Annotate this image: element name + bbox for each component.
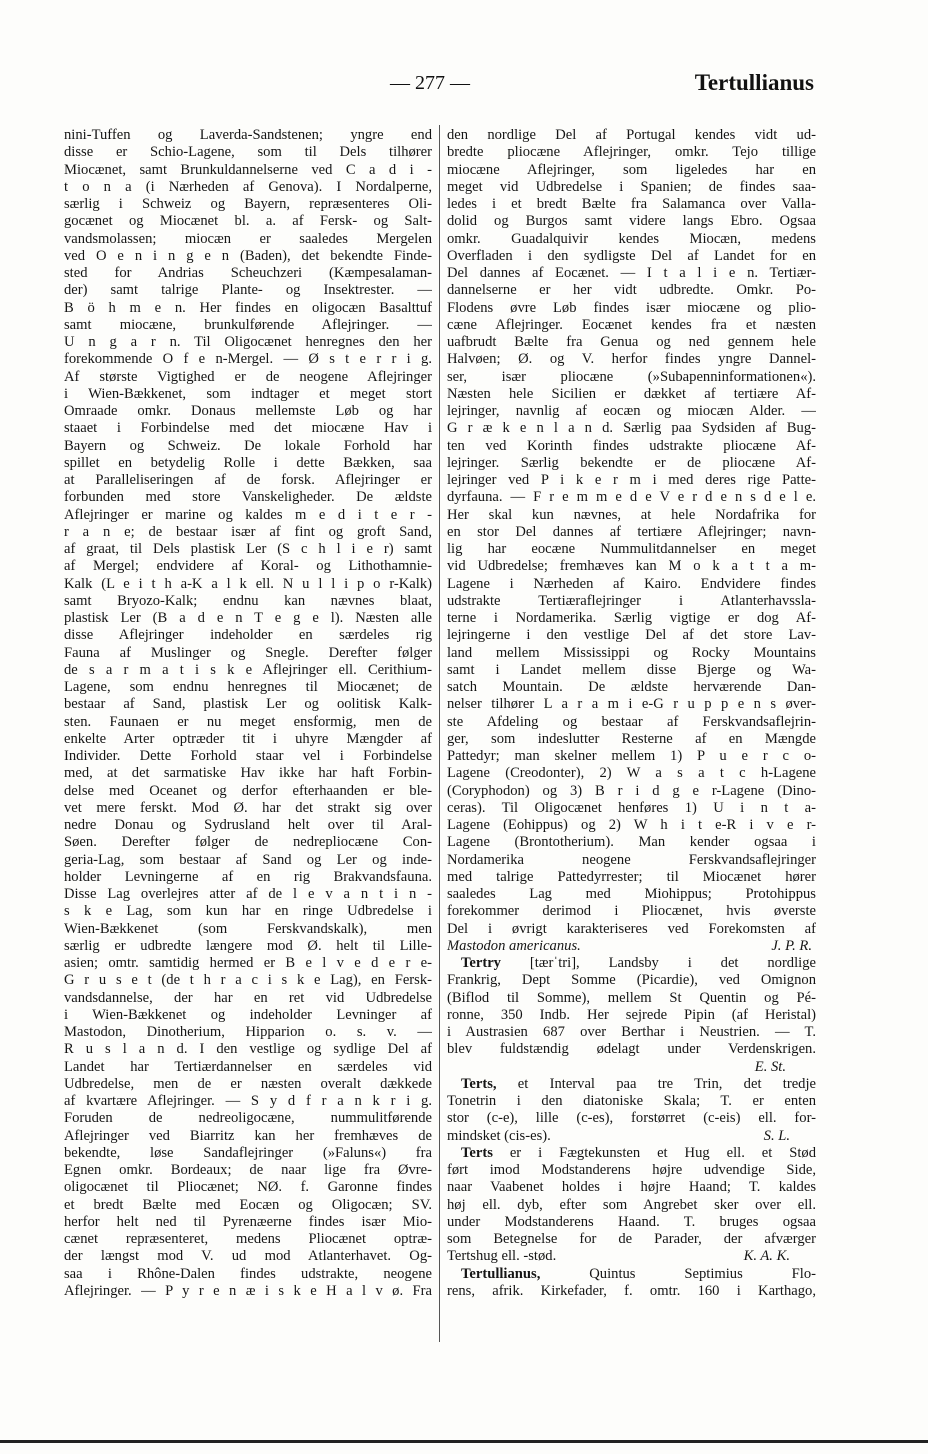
text-line: Individer. Dette Forhold staar vel i Forbindelse	[64, 748, 432, 764]
author-signature: J. P. R.	[771, 937, 812, 954]
text-line: vandsmolassen; miocæn er saaledes Mergelen	[64, 230, 432, 247]
text-line: Pattedyr; man skelner mellem 1) P u e r c o-	[447, 748, 816, 764]
text-line: Nordamerika neogene Ferskvandsaflejringer	[447, 851, 816, 868]
text-line: Tonetrin i den diatoniske Skala; T. er enten	[447, 1093, 816, 1109]
text-line: som Betegnelse for de Parader, der afværger	[447, 1231, 816, 1247]
text-line: dolid og Burgos samt videre langs Ebro. Ogsaa	[447, 213, 816, 230]
column-divider	[439, 125, 440, 1342]
text-line: Aflejringer ved Biarritz kan her fremhæves de	[64, 1127, 432, 1144]
entry-terts-fencing	[447, 1145, 816, 1249]
text-line: Flodens øvre Løb findes især miocæne og plio-	[447, 299, 816, 316]
text-line: vet mere ferskt. Mod Ø. har det strakt sig over	[64, 799, 432, 816]
text-line: enkelte Arter optræder tit i uhyre Mængder af	[64, 730, 432, 747]
text-line: blev fuldstændig ødelagt under Verdenskrigen.	[447, 1041, 816, 1058]
right-column	[447, 127, 816, 1300]
text-line: forekommer derimod i Pliocænet, hvis øverste	[447, 903, 816, 920]
text-line: bestaar af Sand, plastisk Ler og oolitisk Kalk-	[64, 696, 432, 713]
text-line: Frankrig, Dept Somme (Picardie), ved Omignon	[447, 972, 816, 989]
text-line: særlig i Schweiz og Bayern, repræsenteres Oli-	[64, 196, 432, 212]
page-number: — 277 —	[390, 72, 470, 94]
text-line: Tertullianus, Quintus Septimius Flo-	[461, 1265, 816, 1282]
text-line: Søen. Derefter følger de nedrepliocæne Con-	[64, 834, 432, 851]
text-line: af kvartære Aflejringer. — S y d f r a n k r i g.	[64, 1093, 432, 1109]
text-line: i Wien-Bækkenet og indeholder Levninger af	[64, 1006, 432, 1023]
signature-line	[447, 1128, 816, 1145]
text-line: s k e Lag, som kun har en ringe Udbredelse i	[64, 903, 432, 920]
text-line: Bayern og Schweiz. De lokale Forhold har	[64, 437, 432, 454]
author-signature: S. L.	[763, 1127, 790, 1144]
text-line: vandsdannelse, der har en ret vid Udbredelse	[64, 989, 432, 1006]
text-line: nelser tilhører L a r a m i e-G r u p p e n s øver-	[447, 696, 816, 713]
text-line: lig har eocæne Nummulitdannelser en meget	[447, 541, 816, 557]
text-line: nedre Donau og Sydrusland helt over til Aral-	[64, 817, 432, 833]
text-line: saa i Rhône-Dalen findes udstrakte, neogene	[64, 1265, 432, 1282]
text-line: ger, som indeslutter Resterne af en Mængde	[447, 730, 816, 747]
text-line: spillet en betydelig Rolle i dette Bækken, saa	[64, 454, 432, 471]
text-line: med talrige Pattedyrrester; til Miocænet hører	[447, 868, 816, 885]
text-line: ved O e n i n g e n (Baden), det bekendte Finde-	[64, 247, 432, 264]
text-line: af Mergel; endvidere af Koral- og Lithothamnie-	[64, 558, 432, 575]
text-line: udstrakte Tertiæraflejringer i Atlanterhavssla-	[447, 592, 816, 609]
text-line: der længst mod V. ud mod Atlanterhavet. Og-	[64, 1248, 432, 1265]
text-line: Lagene (Eohippus) og 2) W h i t e-R i v e r-	[447, 817, 816, 833]
text-line: terne i Nordamerika. Særlig vigtige er dog Af-	[447, 610, 816, 626]
text-line: ser, især pliocæne (»Subapenninformationen«).	[447, 368, 816, 385]
text-line: omkr. Guadalquivir kendes Miocæn, medens	[447, 230, 816, 247]
text-line: Mastodon, Dinotherium, Hipparion o. s. v. —	[64, 1024, 432, 1040]
signature-line-text: Mastodon americanus.	[447, 937, 581, 954]
text-line: dannelserne er her vidt udbredte. Omkr. Po-	[447, 282, 816, 299]
text-line: meget vid Udbredelse i Spanien; de findes saa-	[447, 178, 816, 195]
text-line: samt i Landet mellem disse Bjerge og Wa-	[447, 661, 816, 678]
text-line: Disse Lag overlejres atter af de l e v a n t i n -	[64, 886, 432, 902]
text-line: B ö h m e n. Her findes en oligocæn Basalttuf	[64, 299, 432, 316]
text-line: ten ved Korinth findes udstrakte pliocæne Af-	[447, 437, 816, 454]
text-line: G r æ k e n l a n d. Særlig paa Sydsiden af Bug-	[447, 420, 816, 437]
text-line: Her skal kun nævnes, at hele Nordafrika for	[447, 506, 816, 523]
text-line: ledes i et bredt Bælte fra Salamanca over Valla-	[447, 196, 816, 212]
signature-line-text: Tertshug ell. -stød.	[447, 1248, 557, 1265]
text-line: holder Levningerne af en rig Brakvandsfauna.	[64, 868, 432, 885]
text-line: miocæne Aflejringer, som ligeledes har en	[447, 161, 816, 178]
text-line: r a n e; de bestaar især af fint og groft Sand,	[64, 523, 432, 540]
text-line: Lagene (Creodonter), 2) W a s a t c h-Lagene	[447, 765, 816, 782]
text-line: i Wien-Bækkenet, som indtager et meget stort	[64, 385, 432, 402]
text-line: samt miocæne, brunkulførende Aflejringer. —	[64, 316, 432, 333]
text-line: Aflejringer. — P y r e n æ i s k e H a l v ø. Fra	[64, 1282, 432, 1299]
text-line: vid Udbredelse; fremhæves kan M o k a t t a m-	[447, 558, 816, 575]
text-line: bredte pliocæne Aflejringer, omkr. Tejo tillige	[447, 144, 816, 161]
scan-edge	[0, 1440, 928, 1443]
text-line: disse Aflejringer indeholder en særdeles rig	[64, 627, 432, 644]
text-line: (Biflod til Somme), mellem St Quentin og Pé-	[447, 989, 816, 1006]
entry-tertullianus	[447, 1266, 816, 1301]
text-line: Næsten hele Sicilien er dækket af tertiære Af-	[447, 385, 816, 402]
text-line: Terts, et Interval paa tre Trin, det tredje	[461, 1075, 816, 1092]
text-line: land mellem Mississippi og Rocky Mountains	[447, 644, 816, 661]
text-line: cænet repræsenteret, medens Pliocænet optræ-	[64, 1231, 432, 1247]
text-line: Wien-Bækkenet (som Ferskvandskalk), men	[64, 920, 432, 937]
text-line: Foruden de nedreoligocæne, nummulitførende	[64, 1110, 432, 1127]
text-line: sted for Andrias Scheuchzeri (Kæmpesalaman-	[64, 265, 432, 281]
text-line: (Coryphodon) og 3) B r i d g e r-Lagene (Dino-	[447, 782, 816, 799]
text-line: lejringerne i den vestlige Del af det store Lav-	[447, 627, 816, 644]
text-line: satch Mountain. De ældste herværende Dan-	[447, 679, 816, 695]
signature-line	[447, 1059, 816, 1076]
text-line: Aflejringer er marine og kaldes m e d i t e r -	[64, 506, 432, 523]
text-line: lejringer. Særlig bekendte er de pliocæne Af-	[447, 454, 816, 471]
text-line: U n g a r n. Til Oligocænet henregnes den her	[64, 334, 432, 350]
text-line: Overfladen i den sydligste Del af Landet for en	[447, 247, 816, 264]
text-line: Af største Vigtighed er de neogene Aflejringer	[64, 368, 432, 385]
text-line: den nordlige Del af Portugal kendes vidt ud-	[447, 127, 816, 143]
text-line: Omraade omkr. Donaus mellemste Løb og har	[64, 403, 432, 419]
text-line: Halvøen; Ø. og V. herfor findes yngre Dannel-	[447, 351, 816, 368]
text-line: geria-Lag, som bestaar af Sand og Ler og inde-	[64, 851, 432, 868]
text-line: plastisk Ler (B a d e n T e g e l). Næsten alle	[64, 610, 432, 626]
text-line: Egnen omkr. Bordeaux; de naar lige fra Øvre-	[64, 1162, 432, 1178]
signature-line-text: mindsket (cis-es).	[447, 1127, 551, 1144]
author-signature: E. St.	[754, 1058, 786, 1075]
text-line: et bredt Bælte med Eocæn og Oligocæn; SV.	[64, 1196, 432, 1213]
entry-tertry	[447, 955, 816, 1059]
text-line: i Austrasien 687 over Berthar i Neustrien. — T.	[447, 1024, 816, 1040]
right-column-continuation	[447, 127, 816, 938]
text-line: en stor Del dannes af tertiære Aflejringer; navn-	[447, 523, 816, 540]
text-line: samt Bryozo-Kalk; endnu kan nævnes blaat,	[64, 592, 432, 609]
text-line: at Paralleliseringen af de forsk. Aflejringer er	[64, 472, 432, 488]
text-line: Fauna af Muslinger og Snegle. Derefter følger	[64, 644, 432, 661]
text-line: uafbrudt Bælte fra Genua og ned gennem hele	[447, 334, 816, 350]
text-line: Del i øvrigt karakteriseres ved Forekomsten af	[447, 920, 816, 937]
text-line: Terts er i Fægtekunsten et Hug ell. et Stød	[461, 1144, 816, 1161]
text-line: med, at det sarmatiske Hav ikke har haft Forbin-	[64, 765, 432, 782]
left-column	[64, 127, 432, 1300]
text-line: Udbredelse, men de er næsten overalt dækkede	[64, 1075, 432, 1092]
text-line: G r u s e t (de t h r a c i s k e Lag), en Fersk-	[64, 972, 432, 989]
text-line: lejringer, navnlig af eocæn og miocæn Alder. —	[447, 403, 816, 419]
text-line: Miocænet, samt Brunkuldannelserne ved C a d i -	[64, 161, 432, 178]
text-line: dyrfauna. — F r e m m e d e V e r d e n s d e l e.	[447, 489, 816, 506]
text-line: af graat, til Dels plastisk Ler (S c h l i e r) samt	[64, 541, 432, 557]
page-header	[0, 70, 928, 104]
text-line: ste Afdeling og bestaar af Ferskvandsaflejrin-	[447, 713, 816, 730]
text-line: ført imod Modstanderens højre udvendige Side,	[447, 1162, 816, 1178]
text-line: høj ell. dyb, efter som Angrebet sker over ell.	[447, 1196, 816, 1213]
text-line: Lagene (Brontotherium). Man kender ogsaa i	[447, 834, 816, 851]
text-line: staaet i Forbindelse med det miocæne Hav i	[64, 420, 432, 437]
text-line: gocænet og Miocænet bl. a. af Fersk- og Salt-	[64, 213, 432, 230]
text-line: saaledes Lag med Miohippus; Protohippus	[447, 886, 816, 902]
text-line: herfor helt ned til Pyrenæerne findes især Mio-	[64, 1213, 432, 1230]
text-line: særlig er udbredte længere mod Ø. helt til Lille-	[64, 937, 432, 954]
author-signature: K. A. K.	[743, 1248, 790, 1265]
text-line: sten. Faunaen er nu meget ensformig, men de	[64, 713, 432, 730]
text-line: t o n a (i Nærheden af Genova). I Nordalperne,	[64, 178, 432, 195]
text-line: lejringer ved P i k e r m i med deres rige Patte-	[447, 472, 816, 488]
text-line: delse med Oceanet og derfor efterhaanden er ble-	[64, 782, 432, 799]
text-line: ronne, 350 Indb. Her sejrede Pipin (af Heristal)	[447, 1006, 816, 1023]
text-line: naar Vaabenet holdes i højre Haand; T. kaldes	[447, 1179, 816, 1196]
text-line: R u s l a n d. I den vestlige og sydlige Del af	[64, 1041, 432, 1058]
text-line: disse er Schio-Lagene, som til Dels tilhører	[64, 144, 432, 161]
text-line: forekommende O f e n-Mergel. — Ø s t e r r i g.	[64, 351, 432, 368]
text-line: Landet har Tertiærdannelser en særdeles vid	[64, 1058, 432, 1075]
text-line: der) samt talrige Plante- og Insektrester. —	[64, 282, 432, 299]
text-line: rens, afrik. Kirkefader, f. omtr. 160 i Karthago,	[447, 1282, 816, 1299]
text-line: de s a r m a t i s k e Aflejringer ell. Cerithium-	[64, 661, 432, 678]
entry-terts-music	[447, 1076, 816, 1128]
text-line: cæne Aflejringer. Eocænet kendes fra et næsten	[447, 316, 816, 333]
text-line: Lagene i Nærheden af Kairo. Endvidere findes	[447, 575, 816, 592]
text-line: Del dannes af Eocænet. — I t a l i e n. Tertiær-	[447, 265, 816, 281]
text-line: under Modstanderens Haand. T. bruges ogsaa	[447, 1213, 816, 1230]
signature-line	[447, 1248, 816, 1265]
text-line: nini-Tuffen og Laverda-Sandstenen; yngre end	[64, 127, 432, 143]
text-line: stor (c-e), lille (c-es), forstørret (c-eis) ell. for-	[447, 1110, 816, 1127]
text-line: ceras). Til Oligocænet henføres 1) U i n t a-	[447, 799, 816, 816]
text-line: oligocænet til Pliocænet; NØ. f. Garonne findes	[64, 1179, 432, 1196]
text-line: Lagene, som endnu henregnes til Miocænet; de	[64, 679, 432, 695]
signature-line	[447, 938, 816, 955]
text-line: asien; omtr. samtidig hermed er B e l v e d e r e-	[64, 955, 432, 971]
running-head: Tertullianus	[694, 70, 814, 95]
text-line: Tertry [tærˈtri], Landsby i det nordlige	[461, 955, 816, 971]
text-line: bekendte, løse Sandaflejringer (»Faluns«) fra	[64, 1144, 432, 1161]
text-line: forbunden med store Vanskeligheder. De ældste	[64, 489, 432, 506]
text-line: Kalk (L e i t h a-K a l k ell. N u l l i p o r-Kalk)	[64, 575, 432, 592]
